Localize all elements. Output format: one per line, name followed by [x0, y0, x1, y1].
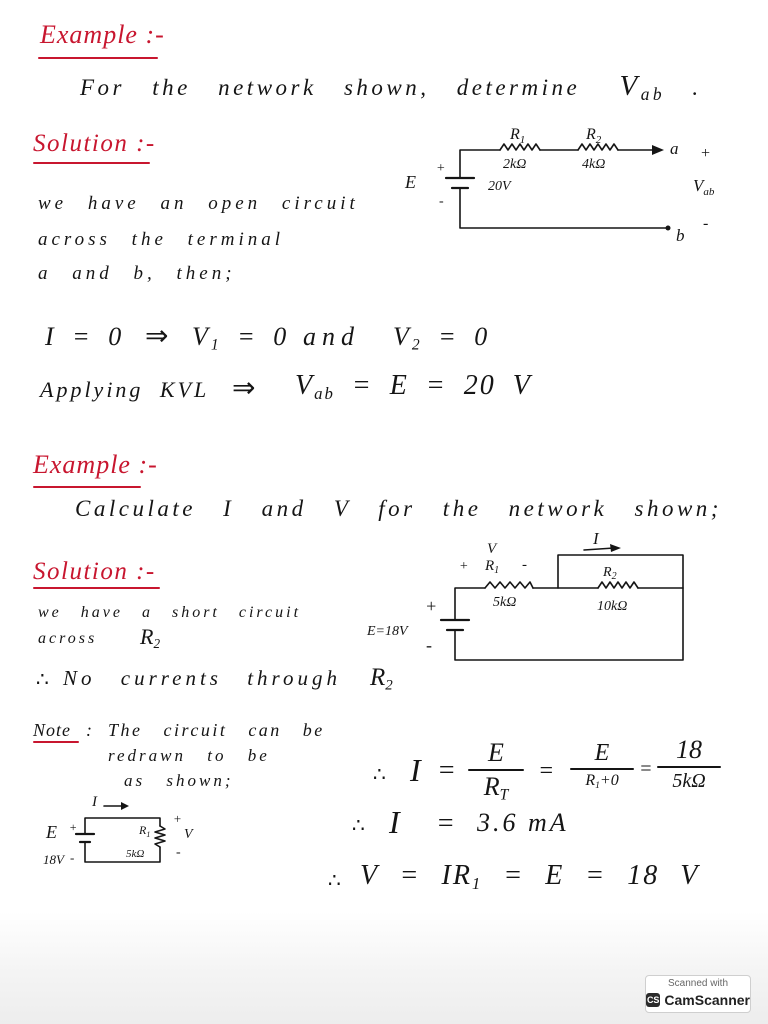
r1-label: [138, 823, 150, 839]
vab-var: V: [693, 176, 704, 195]
therefore-symbol: ∴: [328, 868, 341, 892]
vab-sub: ab: [703, 186, 715, 198]
source-value: 20V: [488, 179, 511, 194]
r1-sub: 1: [494, 565, 500, 576]
source-plus: +: [69, 820, 78, 834]
current-i-label: I: [593, 529, 599, 548]
applying-kvl-label: Applying KVL: [40, 377, 210, 402]
current-arrow-icon: [610, 544, 621, 552]
eq1-equals-2: =: [538, 758, 555, 784]
badge-caption: Scanned with: [667, 978, 729, 989]
v1-var: V: [192, 322, 211, 351]
r1-name: R: [485, 558, 495, 574]
short-circuit-r2: [140, 624, 161, 651]
example2-question: Calculate I and V for the network shown;: [75, 496, 722, 521]
example2-heading-underline: [33, 486, 141, 488]
explanation-line-1: we have an open circuit: [38, 193, 359, 214]
source-plus: +: [425, 596, 438, 616]
note-line-2: redrawn to be: [108, 746, 270, 765]
fraction-bar: [657, 766, 721, 768]
resistor-r1-symbol: [485, 582, 533, 588]
wire-bottom: [460, 188, 668, 228]
explanation-line-2: across the terminal: [38, 229, 285, 250]
badge-brand: CamScanner: [664, 992, 750, 1008]
therefore-symbol: ∴: [352, 813, 365, 837]
v2-var: V: [393, 322, 412, 351]
question-variable: [619, 70, 666, 105]
eq2-equals: =: [436, 808, 455, 839]
voltage-v-label: V: [487, 541, 497, 557]
v-label: V: [184, 827, 193, 842]
badge-brand-row: [646, 993, 750, 1007]
r1-value: 5kΩ: [126, 848, 145, 860]
note-line-1: The circuit can be: [108, 720, 325, 740]
therefore-symbol: ∴: [36, 667, 49, 691]
solution2-underline: [33, 587, 160, 589]
r1-minus: -: [522, 557, 527, 573]
eq1-lhs: I: [410, 752, 421, 788]
circuit-diagram-2: [360, 525, 700, 675]
example1-solution-heading: Solution :-: [33, 130, 156, 157]
fraction-e-over-rt: [468, 738, 524, 804]
vab-result: [295, 370, 532, 404]
eq2-result: 3.6 mA: [477, 808, 569, 837]
v1-sub: 1: [210, 336, 222, 354]
fraction-denominator: [585, 773, 618, 789]
r2-value: 10kΩ: [597, 599, 628, 614]
question-end: .: [692, 75, 702, 100]
r2-value: 4kΩ: [582, 157, 606, 172]
fraction-denominator: [483, 772, 509, 804]
fraction-18-over-5k: [657, 737, 721, 791]
short-circuit-line-1: we have a short circuit: [38, 604, 302, 621]
wire-left-top: [455, 588, 485, 620]
source-minus: -: [426, 635, 432, 655]
camscanner-badge: [645, 975, 751, 1013]
question-text: For the network shown, determine: [80, 75, 581, 100]
explanation-line-3: a and b, then;: [38, 263, 236, 284]
source-plus: +: [436, 161, 446, 176]
v-plus: +: [173, 811, 182, 826]
wire-top-left: [460, 150, 500, 178]
r2-name: R: [140, 624, 154, 649]
circuit-diagram-1: [390, 108, 740, 248]
r2-name: R: [370, 664, 386, 691]
example1-heading: Example :-: [40, 20, 165, 49]
fraction-e-over-r1-plus-0: [570, 741, 634, 789]
note-line-3: as shown;: [124, 771, 234, 790]
wire-bottom: [85, 842, 160, 862]
resistor-r2-symbol: [598, 582, 638, 588]
note-colon: :: [86, 720, 92, 740]
therefore-symbol: ∴: [373, 762, 386, 786]
r1-sub: 1: [595, 779, 600, 791]
no-current-text: No currents through: [63, 666, 341, 690]
short-circuit-line-2: across: [38, 630, 98, 647]
r2-label: [585, 126, 602, 146]
terminal-a-arrow-icon: [652, 145, 664, 155]
fraction-bar: [468, 769, 524, 771]
terminal-b-dot: [666, 226, 671, 231]
subscript-ab: ab: [640, 84, 666, 105]
current-i-label: I: [92, 794, 97, 810]
eq1-equals-1: =: [437, 755, 456, 786]
fraction-denominator: 5kΩ: [672, 770, 706, 792]
circuit-diagram-3-redrawn: [40, 792, 210, 870]
example2-solution-heading: Solution :-: [33, 558, 156, 585]
v1-equals-zero: [192, 322, 290, 354]
example1-question: [80, 70, 702, 105]
current-arrow-icon: [121, 802, 129, 810]
r1-label: [509, 126, 525, 146]
v2-eq: = 0: [422, 322, 491, 351]
current-equals-zero: I = 0: [45, 322, 125, 351]
source-e-label: E: [405, 172, 416, 192]
camscanner-logo-icon: CS: [646, 995, 660, 1005]
vab-label: [693, 176, 715, 198]
and-word: and: [303, 322, 360, 351]
r2-name: R: [586, 126, 596, 143]
source-minus: -: [439, 194, 444, 209]
eq3-expression: [360, 860, 700, 894]
implies-arrow-icon: ⇒: [232, 371, 256, 404]
implies-arrow-icon: ⇒: [145, 319, 169, 352]
example2-heading: Example :-: [33, 450, 158, 479]
fraction-numerator: E: [594, 740, 610, 766]
r2-label: [602, 565, 617, 582]
wire-loop: [455, 588, 683, 660]
terminal-b-polarity: -: [703, 215, 709, 232]
rt-sub: T: [499, 786, 509, 804]
terminal-a-label: a: [670, 139, 679, 158]
plus-zero: +0: [599, 772, 619, 789]
vab-eq: = E = 20 V: [334, 370, 532, 401]
eq3-sub: 1: [471, 874, 483, 894]
note-label: Note: [33, 720, 71, 740]
r1-name: R: [510, 126, 520, 143]
rt-name: R: [483, 772, 500, 801]
source-label: E=18V: [367, 624, 408, 639]
r2-sub: 2: [611, 571, 617, 582]
source-value: 18V: [43, 852, 64, 867]
eq1-equals-3: =: [639, 758, 653, 780]
note-underline: [33, 741, 79, 743]
fraction-numerator: 18: [676, 735, 702, 764]
r1-value: 2kΩ: [503, 157, 527, 172]
short-circuit-wire: [558, 555, 683, 588]
r1-name: R: [139, 823, 147, 837]
eq3-rhs: = E = 18 V: [482, 860, 700, 891]
resistor-r1-symbol: [155, 826, 165, 847]
terminal-b-label: b: [676, 226, 685, 245]
source-minus: -: [70, 850, 75, 865]
terminal-a-polarity: +: [700, 145, 711, 162]
source-e-label: E: [46, 822, 57, 842]
variable-v: V: [619, 70, 641, 102]
v2-sub: 2: [411, 336, 423, 354]
r2-name: R: [603, 565, 612, 580]
r1-label: [484, 558, 499, 576]
example1-heading-underline: [38, 57, 158, 59]
r2-sub: 2: [595, 134, 602, 146]
fraction-numerator: E: [488, 738, 504, 767]
r2-sub: 2: [153, 635, 161, 651]
vab-var: V: [295, 370, 315, 401]
v1-eq: = 0: [221, 322, 290, 351]
vab-sub: ab: [314, 384, 335, 404]
eq3-lhs: V = IR: [360, 860, 472, 891]
r1-value: 5kΩ: [493, 595, 517, 610]
fraction-bar: [570, 768, 634, 770]
current-arrow-shaft: [584, 548, 614, 550]
solution1-underline: [33, 162, 150, 164]
r1-name: R: [585, 772, 596, 789]
eq2-lhs: I: [389, 804, 400, 840]
r2-sub: 2: [385, 677, 393, 694]
r1-sub: 1: [146, 830, 151, 839]
v2-equals-zero: [393, 322, 491, 354]
v-minus: -: [176, 845, 181, 860]
r1-sub: 1: [519, 134, 526, 146]
r1-plus: +: [459, 559, 469, 574]
